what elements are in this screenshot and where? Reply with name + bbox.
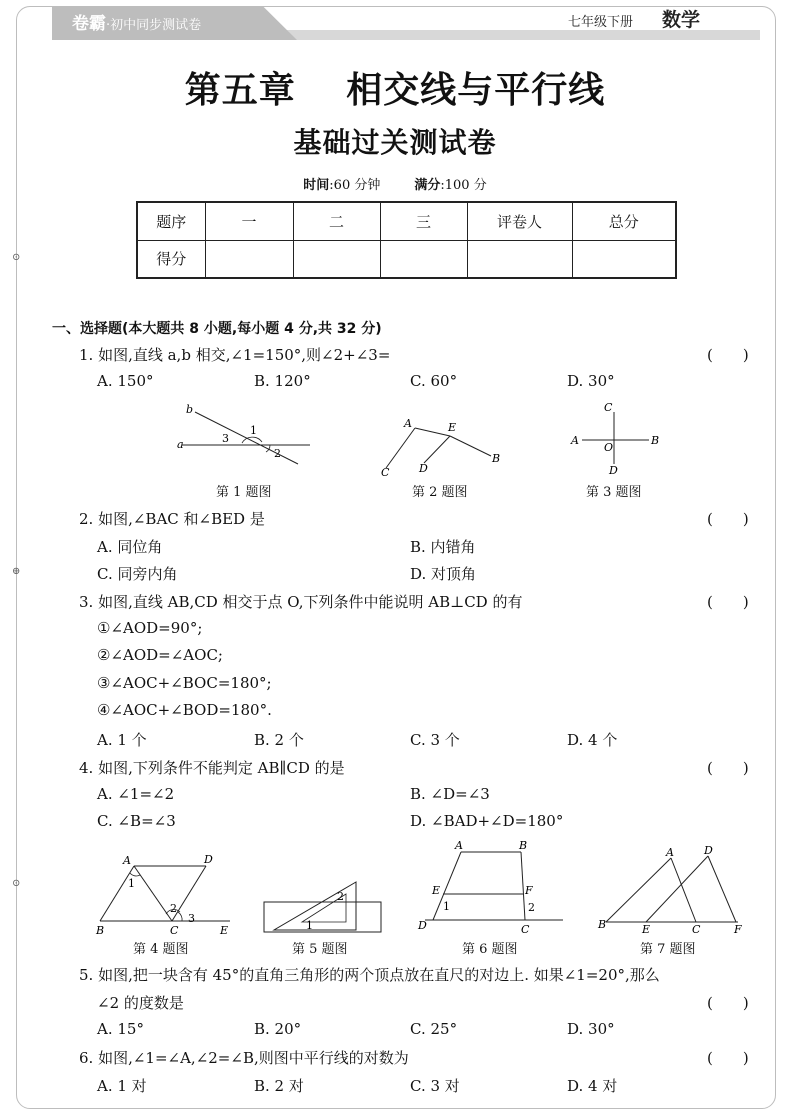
fig6-label: 2	[528, 901, 535, 914]
fig4-label: 1	[128, 877, 135, 890]
fig7-label: B	[598, 918, 607, 931]
fig6-label: C	[521, 923, 530, 936]
brand-logo: 卷霸·初中同步测试卷	[72, 14, 202, 34]
option-a: A. 1 个	[97, 731, 147, 749]
figure-5-caption: 第 5 题图	[292, 942, 348, 957]
option-c: C. 60°	[410, 372, 458, 390]
option-b: B. 120°	[254, 372, 311, 390]
question-1-stem: 1. 如图,直线 a,b 相交,∠1=150°,则∠2+∠3=	[79, 346, 391, 364]
score-table	[136, 201, 677, 279]
fig4-label: 3	[188, 912, 195, 925]
option-c: C. 3 对	[410, 1077, 460, 1095]
answer-blank[interactable]: ( )	[707, 346, 749, 364]
option-b: B. 2 对	[254, 1077, 304, 1095]
fig4-label: C	[170, 924, 179, 936]
option-d: D. 对顶角	[410, 565, 477, 583]
fig1-label: 1	[250, 424, 257, 437]
condition-3: ③∠AOC+∠BOC=180°;	[97, 674, 272, 692]
score-table-header: 三	[380, 202, 467, 240]
score-table-header-row	[137, 202, 676, 240]
fig4-label: 2	[170, 902, 177, 915]
question-4-stem: 4. 如图,下列条件不能判定 AB∥CD 的是	[79, 759, 345, 777]
option-d: D. 30°	[567, 372, 615, 390]
fig4-label: D	[204, 853, 213, 866]
fig3-label: B	[651, 434, 660, 447]
fig6-label: A	[455, 839, 463, 852]
grade-label: 七年级下册	[568, 15, 634, 30]
fig6-label: F	[525, 884, 533, 897]
fig5-label: 1	[306, 919, 313, 932]
fig7-label: A	[666, 846, 674, 859]
fig2-label: B	[492, 452, 501, 465]
score-cell[interactable]	[380, 240, 467, 278]
question-2-stem: 2. 如图,∠BAC 和∠BED 是	[79, 510, 265, 528]
figure-7-caption: 第 7 题图	[640, 942, 696, 957]
test-subtitle: 基础过关测试卷	[293, 126, 497, 159]
exam-info	[0, 174, 790, 193]
fig7-label: C	[692, 923, 701, 936]
question-5-stem-continued: ∠2 的度数是	[97, 994, 184, 1012]
score-cell[interactable]	[572, 240, 676, 278]
fig5-label: 2	[337, 890, 344, 903]
fig3-label: C	[604, 401, 613, 414]
option-b: B. 2 个	[254, 731, 304, 749]
figure-7	[596, 840, 746, 936]
fig2-label: C	[381, 466, 390, 478]
option-b: B. 内错角	[410, 538, 476, 556]
question-6-stem: 6. 如图,∠1=∠A,∠2=∠B,则图中平行线的对数为	[79, 1049, 409, 1067]
option-d: D. 30°	[567, 1020, 615, 1038]
fig3-label: O	[604, 441, 614, 454]
question-3-stem: 3. 如图,直线 AB,CD 相交于点 O,下列条件中能说明 AB⊥CD 的有	[79, 593, 523, 611]
answer-blank[interactable]: ( )	[707, 510, 749, 528]
fig4-label: B	[96, 924, 105, 936]
fig1-label: 2	[274, 447, 281, 460]
figure-3-caption: 第 3 题图	[586, 485, 642, 500]
score-table-header: 题序	[137, 202, 205, 240]
option-c: C. 25°	[410, 1020, 458, 1038]
fig7-label: D	[704, 844, 713, 857]
score-cell[interactable]	[467, 240, 572, 278]
subject-label: 数学	[662, 9, 701, 31]
option-d: D. 4 对	[567, 1077, 618, 1095]
chapter-title: 第五章 相交线与平行线	[184, 70, 606, 111]
fig1-label: b	[186, 403, 194, 416]
time-label: 时间	[303, 178, 330, 193]
figure-6-caption: 第 6 题图	[462, 942, 518, 957]
score-label: 满分	[414, 178, 441, 193]
score-cell[interactable]	[205, 240, 293, 278]
fig2-label: D	[419, 462, 428, 475]
figure-4-caption: 第 4 题图	[133, 942, 189, 957]
figure-4	[90, 850, 240, 936]
option-a: A. 15°	[97, 1020, 144, 1038]
binding-mark: ⊕	[12, 566, 21, 577]
option-d: D. ∠BAD+∠D=180°	[410, 812, 564, 830]
fig6-label: E	[432, 884, 441, 897]
fig7-label: E	[642, 923, 651, 936]
score-value: :100 分	[440, 178, 487, 193]
fig2-label: A	[404, 417, 412, 430]
figure-1-caption: 第 1 题图	[216, 485, 272, 500]
score-table-header: 二	[293, 202, 380, 240]
option-a: A. ∠1=∠2	[97, 785, 175, 803]
fig3-label: A	[571, 434, 579, 447]
fig6-label: 1	[443, 900, 450, 913]
figure-6	[413, 838, 568, 936]
score-cell[interactable]	[293, 240, 380, 278]
fig2-label: E	[448, 421, 457, 434]
fig6-label: D	[418, 919, 427, 932]
score-table-header: 一	[205, 202, 293, 240]
figure-2-caption: 第 2 题图	[412, 485, 468, 500]
option-a: A. 150°	[97, 372, 154, 390]
fig3-label: D	[609, 464, 618, 477]
fig1-label: a	[177, 438, 184, 451]
option-b: B. 20°	[254, 1020, 302, 1038]
option-c: C. 3 个	[410, 731, 460, 749]
time-value: :60 分钟	[329, 178, 381, 193]
option-c: C. ∠B=∠3	[97, 812, 176, 830]
option-d: D. 4 个	[567, 731, 618, 749]
condition-1: ①∠AOD=90°;	[97, 619, 203, 637]
figure-3	[567, 398, 667, 478]
fig7-label: F	[734, 923, 742, 936]
answer-blank[interactable]: ( )	[707, 759, 749, 777]
section-title: 一、选择题(本大题共 8 小题,每小题 4 分,共 32 分)	[52, 321, 382, 337]
figure-1	[170, 398, 320, 468]
fig4-label: A	[123, 854, 131, 867]
option-c: C. 同旁内角	[97, 565, 178, 583]
fig6-label: B	[519, 839, 528, 852]
condition-4: ④∠AOC+∠BOD=180°.	[97, 701, 272, 719]
question-5-stem: 5. 如图,把一块含有 45°的直角三角形的两个顶点放在直尺的对边上. 如果∠1=20°,那么	[79, 966, 660, 984]
score-row-label: 得分	[137, 240, 205, 278]
score-table-header: 评卷人	[467, 202, 572, 240]
binding-mark: ⊙	[12, 878, 21, 889]
option-a: A. 同位角	[97, 538, 163, 556]
score-table-score-row	[137, 240, 676, 278]
answer-blank[interactable]: ( )	[707, 1049, 749, 1067]
figure-5	[260, 870, 386, 936]
binding-mark: ⊙	[12, 252, 21, 263]
option-a: A. 1 对	[97, 1077, 147, 1095]
fig4-label: E	[220, 924, 229, 936]
figure-2	[378, 414, 508, 478]
fig1-label: 3	[222, 432, 229, 445]
answer-blank[interactable]: ( )	[707, 994, 749, 1012]
answer-blank[interactable]: ( )	[707, 593, 749, 611]
option-b: B. ∠D=∠3	[410, 785, 490, 803]
condition-2: ②∠AOD=∠AOC;	[97, 646, 223, 664]
score-table-header: 总分	[572, 202, 676, 240]
